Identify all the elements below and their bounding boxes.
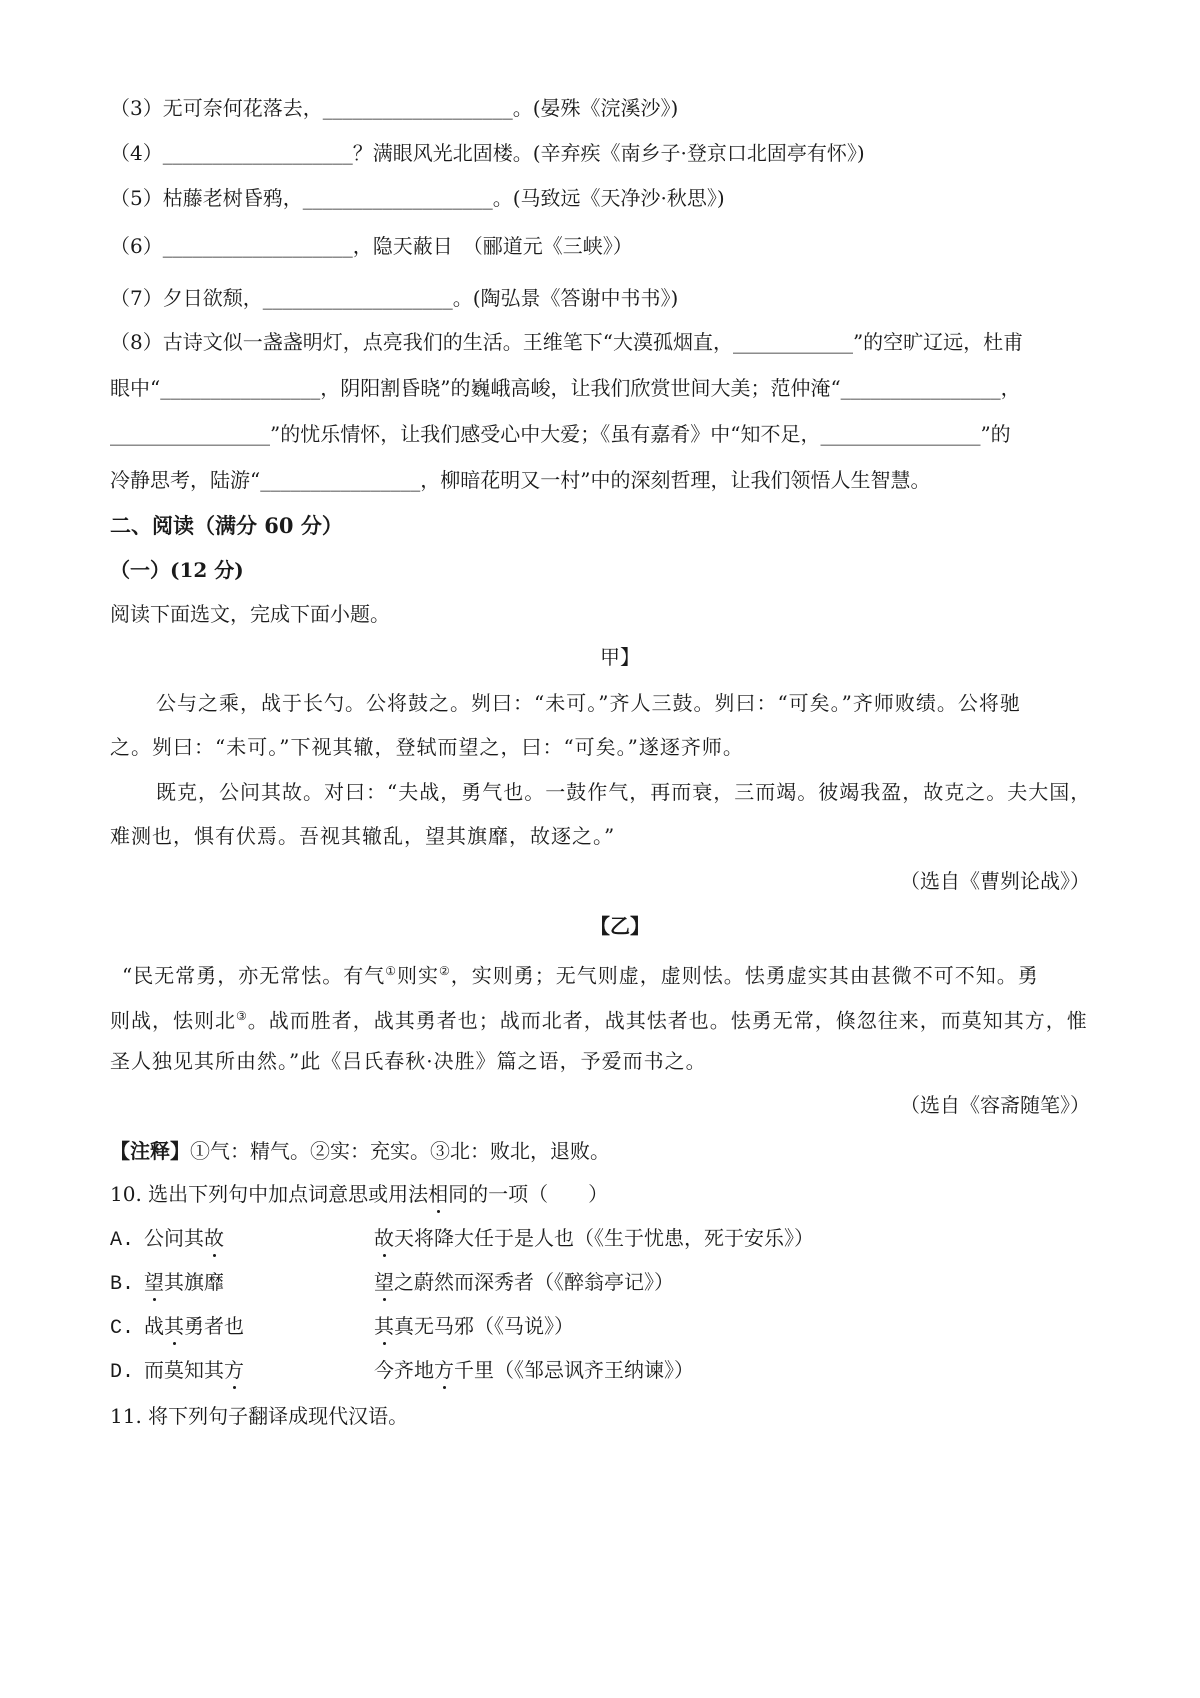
section-title-reading: 二、阅读（满分 60 分） (110, 513, 343, 538)
fill-in-item-4: （4）___________________？满眼风光北固楼。(辛弃疾《南乡子·登京口北固亭有怀》) (110, 141, 865, 165)
option-text: 其旗靡 (164, 1270, 224, 1294)
question-10-option-a[interactable] (110, 1224, 814, 1255)
fill-in-item-8-line2: 眼中“________________，阴阳割昏晓”的巍峨高峻，让我们欣赏世间大美；范仲淹“________________， (110, 376, 1021, 400)
option-right (374, 1358, 694, 1382)
option-right (374, 1270, 674, 1294)
option-left (144, 1356, 374, 1384)
option-letter: D. (110, 1361, 135, 1384)
footnote-marker-1: ① (385, 964, 397, 978)
emphasis-dot-char: 方 (224, 1358, 244, 1382)
emphasis-dot-char: 其 (164, 1314, 184, 1338)
annotation-text: ①气：精气。②实：充实。③北：败北，退败。 (190, 1139, 610, 1163)
passage-yi-text: “民无常勇，亦无常怯。有气 (122, 963, 386, 988)
passage-jia-p2-line1: 既克，公问其故。对曰：“夫战，勇气也。一鼓作气，再而衰，三而竭。彼竭我盈，故克之。夫大国， (156, 780, 1092, 804)
subsection-title: （一）(12 分) (110, 558, 244, 582)
option-right (374, 1226, 814, 1250)
footnote-marker-3: ③ (236, 1009, 248, 1023)
option-text: 之蔚然而深秀者（《醉翁亭记》） (394, 1270, 674, 1294)
option-left (144, 1312, 374, 1340)
emphasis-dot-char: 其 (374, 1314, 394, 1338)
passage-yi-line1 (122, 957, 1039, 990)
passage-yi-text: 则实 (397, 963, 439, 988)
passage-yi-line2 (110, 1002, 1088, 1035)
passage-yi-text: 。战而胜者，战其勇者也；战而北者，战其怯者也。怯勇无常，倏忽往来，而莫知其方，惟 (247, 1008, 1088, 1033)
option-text: 今齐地 (374, 1358, 434, 1382)
option-letter: B. (110, 1273, 135, 1296)
emphasis-dot-char: 故 (374, 1226, 394, 1250)
option-left (144, 1268, 374, 1296)
reading-instruction: 阅读下面选文，完成下面小题。 (110, 602, 390, 626)
passage-jia-heading: 甲】 (600, 645, 640, 669)
option-text: 公问其 (144, 1226, 204, 1250)
emphasis-dot-char: 相 (428, 1182, 449, 1206)
option-letter: A. (110, 1229, 135, 1252)
option-text: 天将降大任于是人也（《生于忧患，死于安乐》） (394, 1226, 814, 1250)
emphasis-dot-char: 望 (144, 1270, 164, 1294)
question-10-option-d[interactable] (110, 1356, 694, 1387)
passage-yi-line3: 圣人独见其所由然。”此《吕氏春秋·决胜》篇之语，予爱而书之。 (110, 1049, 707, 1073)
question-10-option-b[interactable] (110, 1268, 674, 1299)
annotation-notes (110, 1137, 610, 1165)
option-right (374, 1314, 574, 1338)
passage-jia-p2-line2: 难测也，惧有伏焉。吾视其辙乱，望其旗靡，故逐之。” (110, 824, 616, 848)
option-text: 千里（《邹忌讽齐王纳谏》） (454, 1358, 694, 1382)
passage-yi-text: 则战，怯则北 (110, 1008, 236, 1033)
option-letter: C. (110, 1317, 135, 1340)
option-left (144, 1224, 374, 1252)
question-10-stem (110, 1180, 608, 1208)
option-text: 而莫知其 (144, 1358, 224, 1382)
passage-yi-heading: 【乙】 (590, 914, 650, 938)
option-text: 战 (144, 1314, 164, 1338)
emphasis-dot-char: 方 (434, 1358, 454, 1382)
fill-in-item-8-line1: （8）古诗文似一盏盏明灯，点亮我们的生活。王维笔下“大漠孤烟直，____________”的空旷辽远，杜甫 (110, 330, 1024, 354)
passage-yi-text: ，实则勇；无气则虚，虚则怯。怯勇虚实其由甚微不可不知。勇 (450, 963, 1039, 988)
emphasis-dot-char: 望 (374, 1270, 394, 1294)
fill-in-item-8-line3: ________________”的忧乐情怀，让我们感受心中大爱；《虽有嘉肴》中“知不足，________________”的 (110, 422, 1011, 446)
passage-jia-p1-line2: 之。刿曰：“未可。”下视其辙，登轼而望之，曰：“可矣。”遂逐齐师。 (110, 735, 744, 759)
footnote-marker-2: ② (439, 964, 451, 978)
fill-in-item-8-line4: 冷静思考，陆游“________________，柳暗花明又一村”中的深刻哲理，让我们领悟人生智慧。 (110, 468, 931, 492)
annotation-label: 【注释】 (110, 1139, 190, 1163)
fill-in-item-5: （5）枯藤老树昏鸦，___________________。(马致远《天净沙·秋思》) (110, 186, 725, 210)
fill-in-item-3: （3）无可奈何花落去，___________________。(晏殊《浣溪沙》) (110, 96, 679, 120)
passage-jia-source: （选自《曹刿论战》） (900, 869, 1090, 893)
emphasis-dot-char: 故 (204, 1226, 224, 1250)
question-11-stem: 11. 将下列句子翻译成现代汉语。 (110, 1404, 409, 1428)
question-10-option-c[interactable] (110, 1312, 574, 1343)
question-10-stem-text: 同的一项（ ） (448, 1182, 609, 1206)
passage-yi-source: （选自《容斋随笔》） (900, 1093, 1090, 1117)
fill-in-item-6: （6）___________________，隐天蔽日 （郦道元《三峡》） (110, 234, 633, 258)
option-text: 真无马邪（《马说》） (394, 1314, 574, 1338)
passage-jia-p1-line1: 公与之乘，战于长勺。公将鼓之。刿曰：“未可。”齐人三鼓。刿曰：“可矣。”齐师败绩。公将驰 (156, 691, 1021, 715)
option-text: 勇者也 (184, 1314, 244, 1338)
question-10-stem-text: 10. 选出下列句中加点词意思或用法 (110, 1182, 429, 1206)
fill-in-item-7: （7）夕日欲颓，___________________。(陶弘景《答谢中书书》) (110, 286, 679, 310)
